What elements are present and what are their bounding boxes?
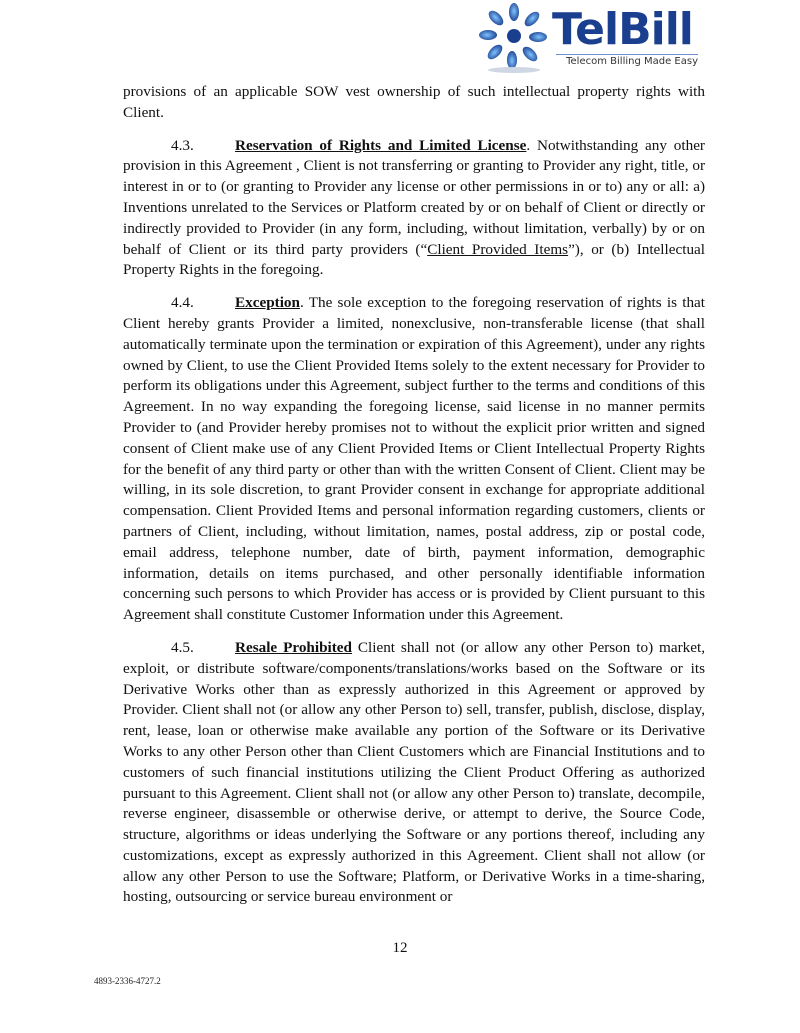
section-number: 4.3.	[171, 136, 194, 154]
intro-paragraph: provisions of an applicable SOW vest ownership of such intellectual property rights with Client.	[123, 83, 705, 121]
page-number: 12	[392, 940, 408, 956]
document-id: 4893-2336-4727.2	[94, 976, 161, 986]
section-heading: Reservation of Rights and Limited License	[235, 136, 527, 154]
telbill-starburst-logo-icon	[474, 2, 554, 74]
defined-term: Client Provided Items	[427, 240, 569, 258]
section-heading: Exception	[235, 294, 300, 312]
section-4-5	[123, 638, 705, 908]
section-heading: Resale Prohibited	[235, 638, 352, 656]
section-number: 4.5.	[171, 638, 194, 656]
section-4-3	[123, 136, 705, 282]
logo-name: TelBill	[552, 4, 693, 55]
document-body	[123, 82, 705, 920]
section-text: . Notwithstanding any other provision in this Agreement , Client is not transferring or granting to Provider any right, title, or interest in or to (or granting to Provider any license or other permissions in or to) any or all: a) Inventions unrelated to the Services or Platform created by or on behalf of Client or directly or indirectly provided to Provider (in any form, including, without limitation, verbally) by or on behalf of Client or its third party providers (“	[123, 136, 705, 258]
section-number: 4.4.	[171, 294, 194, 312]
section-text: Client shall not (or allow any other Person to) market, exploit, or distribute software/components/translations/works based on the Software or its Derivative Works other than as expressly authorized in this Agreement or approved by Provider. Client shall not (or allow any other Person to) sell, transfer, publish, disclose, display, rent, lease, loan or otherwise make available any portion of the Software or its Derivative Works to any other Person other than Client Customers which are Financial Institutions and to customers of such financial institutions utilizing the Client Product Offering as authorized pursuant to this Agreement. Client shall not (or allow any other Person to) translate, decompile, reverse engineer, disassemble or otherwise derive, or attempt to derive, the Source Code, structure, algorithms or ideas underlying the Software or any portions thereof, including any customizations, except as expressly authorized in this Agreement. Client shall not allow (or allow any other Person to use the Software; Platform, or Derivative Works in a time-sharing, hosting, outsourcing or service bureau environment or	[123, 638, 705, 906]
section-4-4	[123, 293, 705, 626]
section-text-continued: ”), or (b) Intellectual Property Rights in the foregoing.	[123, 240, 705, 279]
telbill-logo	[474, 2, 704, 74]
logo-tagline: Telecom Billing Made Easy	[556, 54, 698, 67]
section-text: . The sole exception to the foregoing reservation of rights is that Client hereby grants Provider a limited, nonexclusive, non-transferable license (that shall automatically terminate upon the termination or expiration of this Agreement), under any rights owned by Client, to use the Client Provided Items solely to the extent necessary for Provider to perform its obligations under this Agreement, subject further to the terms and conditions of this Agreement. In no way expanding the foregoing license, said license in no manner permits Provider to (and Provider hereby promises not to without the explicit prior written and signed consent of Client make use of any Client Provided Items or Client Intellectual Property Rights for the benefit of any third party or other than with the written Consent of Client. Client may be willing, in its sole discretion, to grant Provider consent in exchange for appropriate additional compensation. Client Provided Items and personal information regarding customers, clients or partners of Client, including, without limitation, names, postal address, zip or postal code, email address, telephone number, date of birth, payment information, demographic information, details on items purchased, and other personally identifiable information concerning such persons to which Provider has access or is provided by Client pursuant to this Agreement shall constitute Customer Information under this Agreement.	[123, 294, 705, 624]
